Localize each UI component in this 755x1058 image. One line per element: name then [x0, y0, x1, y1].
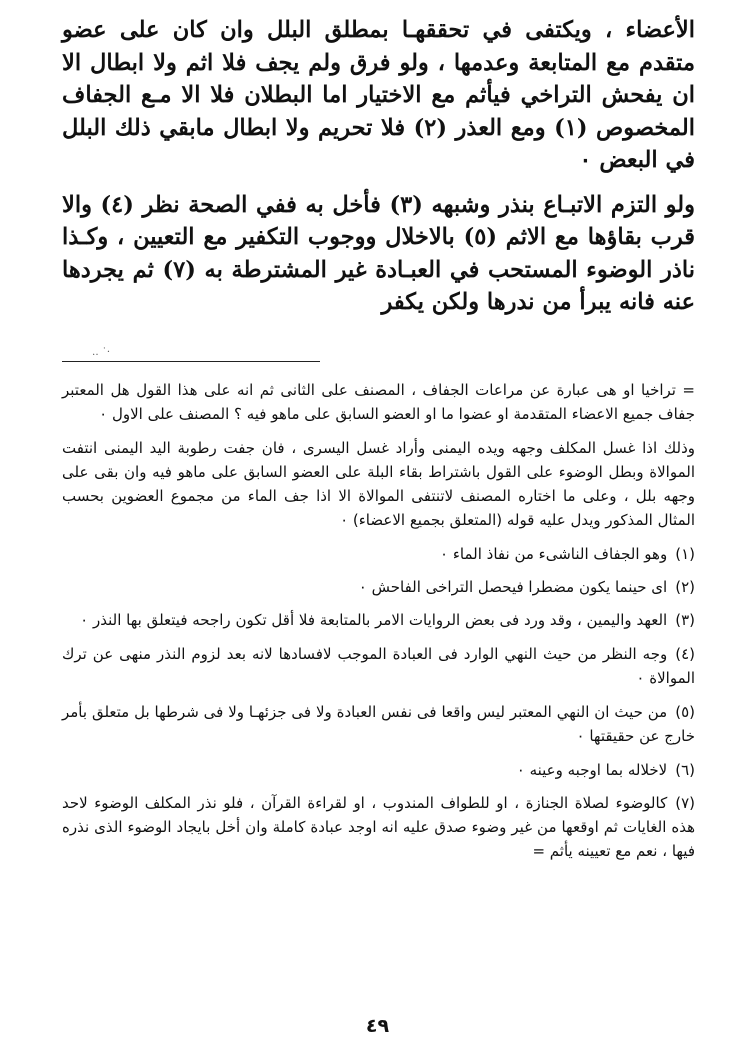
footnote-5 [62, 700, 695, 748]
footnote-continuation: = تراخيا او هى عبارة عن مراعات الجفاف ، المصنف على الثانى ثم انه على هذا القول هل المعتبر جفاف جميع الاعضاء المتقدمة او عضوا ما او العضو السابق على ماهو فيه ؟ المصنف على الاول ٠ [62, 381, 695, 423]
footnote-separator [62, 361, 320, 362]
footnote-number: (٦) [675, 761, 695, 779]
page-number: ٤٩ [365, 1015, 390, 1037]
footnote-text: اى حينما يكون مضطرا فيحصل التراخى الفاحش ٠ [358, 578, 668, 596]
footnotes-block [62, 378, 695, 873]
footnote-1 [62, 542, 695, 566]
footnote-text: لاخلاله بما اوجبه وعينه ٠ [516, 761, 668, 779]
footnote-number: (٤) [675, 645, 695, 663]
print-speck: ·˙ ‥ [91, 347, 110, 358]
footnote-text: كالوضوء لصلاة الجنازة ، او للطواف المندوب ، او لقراءة القرآن ، فلو نذر المكلف الوضوء لاحد هذه الغايات ثم اوقعها من غير وضوء صدق عليه انه اوجد عبادة كاملة وان أخل بايجاد الوضوء الذى نذره فيها ، نعم مع تعيينه يأثم = [62, 794, 695, 860]
footnote-number: (٢) [675, 578, 695, 596]
footnote-text: وجه النظر من حيث النهي الوارد فى العبادة الموجب لافسادها لانه بعد لزوم النذر منهى عن ترك الموالاة ٠ [62, 645, 695, 687]
footnote-commentary: وذلك اذا غسل المكلف وجهه ويده اليمنى وأراد غسل اليسرى ، فان جفت رطوبة اليد اليمنى انتفت الموالاة وبطل الوضوء على القول باشتراط بقاء البلة على العضو السابق على ماهو فيه وان بقى على وجهه بلل ، وعلى ما اختاره المصنف لاتنتفى الموالاة الا اذا جف الماء من مجموع العضوين بحسب المثال المذكور ويدل عليه قوله (المتعلق بجميع الاعضاء) ٠ [62, 439, 695, 529]
footnote-4 [62, 642, 695, 690]
main-text-block [62, 14, 695, 319]
footnote-3 [62, 608, 695, 632]
footnote-number: (٧) [675, 794, 695, 812]
footnote-text: من حيث ان النهي المعتبر ليس واقعا فى نفس العبادة ولا فى جزئهـا ولا فى شرطها بل متعلق بأمر خارج عن حقيقتها ٠ [62, 703, 695, 745]
footnote-number: (١) [675, 545, 695, 563]
footnote-7 [62, 791, 695, 863]
main-paragraph-1: الأعضاء ، ويكتفى في تحققهـا بمطلق البلل وان كان على عضو متقدم مع المتابعة وعدمها ، ولو فرق ولم يجف فلا اثم ولا ابطال الا ان يفحش التراخي فيأثم مع الاختيار اما البطلان فلا الا مـع الجفاف المخصوص (١) ومع العذر (٢) فلا تحريم ولا ابطال مابقي ذلك البلل في البعض ٠ [62, 17, 695, 173]
footnote-number: (٥) [675, 703, 695, 721]
footnote-number: (٣) [675, 611, 695, 629]
footnote-text: العهد واليمين ، وقد ورد فى بعض الروايات الامر بالمتابعة فلا أقل تكون راجحه فيتعلق بها النذر ٠ [80, 611, 668, 629]
footnote-2 [62, 575, 695, 599]
footnote-text: وهو الجفاف الناشىء من نفاذ الماء ٠ [440, 545, 668, 563]
footnote-6 [62, 758, 695, 782]
main-paragraph-2: ولو التزم الاتبـاع بنذر وشبهه (٣) فأخل به ففي الصحة نظر (٤) والا قرب بقاؤها مع الاثم (٥) بالاخلال ووجوب التكفير مع التعيين ، وكـذا ناذر الوضوء المستحب في العبـادة غير المشترطة به (٧) ثم يجردها عنه فانه يبرأ من ندرها ولكن يكفر [62, 191, 695, 315]
